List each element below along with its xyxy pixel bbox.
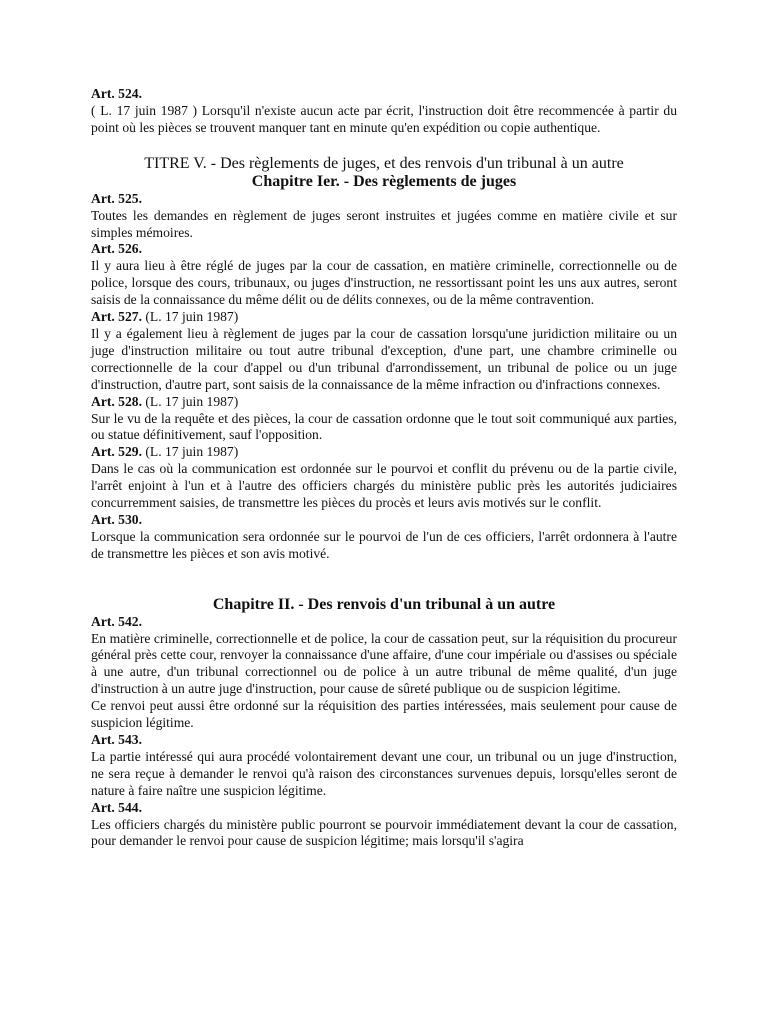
article-heading-527-wrapper <box>91 309 677 326</box>
article-text-542-continued: Ce renvoi peut aussi être ordonné sur la réquisition des parties intéressées, mais seulement pour cause de suspicion légitime. <box>91 698 677 731</box>
article-heading-524: Art. 524. <box>91 86 142 101</box>
article-heading-542: Art. 542. <box>91 613 142 629</box>
article-text-527: Il y a également lieu à règlement de juges par la cour de cassation lorsqu'une juridiction militaire ou un juge d'instruction militaire ou tout autre tribunal d'exception, d'une part, une chambre criminelle ou correctionnelle de la cour d'appel ou d'un tribunal d'arrondissement, un tribunal de police ou un juge d'instruction, d'autre part, sont saisis de la connaissance de la même infraction ou d'infractions connexes. <box>91 325 677 392</box>
chapter-2-heading: Chapitre II. - Des renvois d'un tribunal à un autre <box>212 595 556 613</box>
article-text-526: Il y aura lieu à être réglé de juges par la cour de cassation, en matière criminelle, correctionnelle ou de police, lorsque des cours, tribunaux, ou juges d'instruction, ne ressortissant point les uns aux autres, seront saisis de la connaissance du même délit ou de délits connexes, ou de la même contravention. <box>91 258 677 308</box>
chapter-1-heading: Chapitre Ier. - Des règlements de juges <box>251 172 517 190</box>
article-heading-525: Art. 525. <box>91 190 142 206</box>
article-note-527: (L. 17 juin 1987) <box>141 309 239 325</box>
document-body <box>91 86 677 850</box>
article-heading-544: Art. 544. <box>91 799 142 815</box>
article-text-542: En matière criminelle, correctionnelle et de police, la cour de cassation peut, sur la réquisition du procureur général près cette cour, renvoyer la connaissance d'une affaire, d'une cour impériale ou d'assises ou spéciale à une autre, d'un tribunal correctionnel ou de police à un autre tribunal de même qualité, d'un juge d'instruction à un autre juge d'instruction, pour cause de sûreté publique ou de suspicion légitime. <box>91 630 677 697</box>
article-heading-543: Art. 543. <box>91 732 142 747</box>
article-text-544: Les officiers chargés du ministère public pourront se pourvoir immédiatement devant la cour de cassation, pour demander le renvoi pour cause de suspicion légitime; mais lorsqu'il s'agira <box>91 816 677 849</box>
article-heading-530: Art. 530. <box>91 511 142 527</box>
article-text-525: Toutes les demandes en règlement de juges seront instruites et jugées comme en matière civile et sur simples mémoires. <box>91 207 677 240</box>
article-heading-527: Art. 527. <box>91 309 142 325</box>
article-heading-528-wrapper <box>91 394 677 411</box>
article-heading-526: Art. 526. <box>91 241 142 257</box>
article-text-529: Dans le cas où la communication est ordonnée sur le pourvoi et conflit du prévenu ou de la partie civile, l'arrêt enjoint à l'un et à l'autre des officiers chargés du ministère public près les autorités judiciaires concurremment saisies, de transmettre les pièces du procès et leurs avis motivés sur le conflit. <box>91 461 677 511</box>
article-text-524: ( L. 17 juin 1987 ) Lorsqu'il n'existe aucun acte par écrit, l'instruction doit être recommencée à partir du point où les pièces se trouvent manquer tant en minute qu'en expédition ou copie authentique. <box>91 102 677 135</box>
article-heading-528: Art. 528. <box>91 393 142 409</box>
article-heading-529: Art. 529. <box>91 444 142 460</box>
article-text-530: Lorsque la communication sera ordonnée sur le pourvoi de l'un de ces officiers, l'arrêt ordonnera à l'autre de transmettre les pièces et son avis motivé. <box>91 528 677 561</box>
article-text-528: Sur le vu de la requête et des pièces, la cour de cassation ordonne que le tout soit communiqué aux parties, ou statue définitivement, sauf l'opposition. <box>91 410 677 443</box>
article-heading-529-wrapper <box>91 444 677 461</box>
title-heading: TITRE V. - Des règlements de juges, et des renvois d'un tribunal à un autre <box>144 154 624 172</box>
article-note-529: (L. 17 juin 1987) <box>141 444 239 460</box>
article-note-528: (L. 17 juin 1987) <box>141 393 239 409</box>
article-text-543: La partie intéressé qui aura procédé volontairement devant une cour, un tribunal ou un juge d'instruction, ne sera reçue à demander le renvoi qu'à raison des circonstances survenues depuis, lorsqu'elles seront de nature à faire naître une suspicion légitime. <box>91 748 677 798</box>
